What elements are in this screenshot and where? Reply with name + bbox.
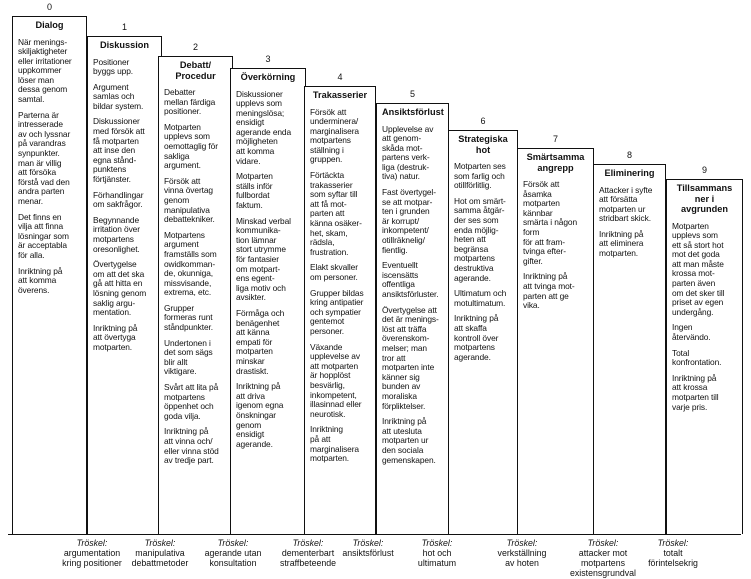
threshold-text: verkställning av hoten	[497, 548, 547, 568]
stage-number: 5	[409, 89, 415, 99]
stage-description: Parterna är intresserade av och lyssnar på varandras synpunkter. man är villig att försöka förstå vad den andra parten menar.	[18, 109, 71, 206]
threshold-heading: Tröskel:	[144, 538, 176, 548]
stage-number: 8	[626, 150, 632, 160]
stage-description: Ingen återvändo.	[672, 322, 711, 343]
stage-description: Motparten upplevs som ett så stort hot mot det goda att man måste krossa mot- parten även om det sker till priset av egen undergång.	[672, 220, 725, 317]
threshold-text: manipulativa debattmetoder	[131, 548, 189, 568]
stage-description: Grupper bildas kring antipatier och sympatier gentemot personer.	[310, 287, 364, 336]
stage-description: Inriktning på att krossa motparten till varje pris.	[672, 372, 719, 412]
stage-column	[230, 68, 306, 534]
stage-description: Inriktning på att tvinga mot- parten att ge vika.	[523, 271, 575, 311]
stage-number: 6	[480, 116, 486, 126]
stage-description: Motparten ställs inför fullbordat faktum.	[236, 171, 273, 211]
threshold-heading: Tröskel:	[76, 538, 108, 548]
stage-title: Ansiktsförlust	[382, 107, 444, 117]
stage-column	[517, 148, 594, 534]
stage-title: Trakasserier	[312, 90, 368, 100]
stage-title: Debatt/ Procedur	[175, 60, 216, 81]
threshold-heading: Tröskel:	[506, 538, 538, 548]
stage-description: Upplevelse av att genom- skåda mot- partens verk- liga (destruk- tiva) natur.	[382, 123, 434, 182]
stage-column	[87, 36, 162, 534]
stage-description: Förmåga och benägenhet att känna empati för motparten minskar drastiskt.	[236, 307, 285, 376]
stage-description: Elakt skvaller om personer.	[310, 262, 358, 282]
threshold-heading: Tröskel:	[217, 538, 249, 548]
stage-description: Motpartens argument framställs som owidkomman- de, okunniga, missvisande, extrema, etc.	[164, 229, 217, 298]
stage-description: Försök att underminera/ marginalisera motpartens ställning i gruppen.	[310, 106, 359, 165]
stage-description: Begynnande irritation över motpartens oresonlighet.	[93, 214, 140, 254]
stage-description: Inriktning på att eliminera motparten.	[599, 228, 644, 259]
stage-description: Fast övertygel- se att motpar- ten i grunden är korrupt/ inkompetent/ otillräknelig/ fientlig.	[382, 187, 436, 255]
stage-title: Smärtsamma angrepp	[526, 152, 585, 173]
threshold-label	[628, 538, 718, 568]
stage-description: Försök att vinna övertag genom manipulativa debattekniker.	[164, 175, 215, 225]
stage-description: Det finns en vilja att finna lösningar som är acceptabla för alla.	[18, 211, 69, 260]
threshold-text: totalt förintelsekrig	[648, 548, 698, 568]
stage-description: Diskussioner upplevs som meningslösa; ensidigt agerande enda möjligheten att komma vidare.	[236, 88, 292, 166]
stage-number: 9	[701, 165, 707, 175]
stage-column	[12, 16, 87, 534]
stage-description: Undertonen i det som sägs blir allt viktigare.	[164, 337, 213, 377]
stage-description: Eventuellt iscensätts offentliga ansiktsförluster.	[382, 260, 439, 299]
stage-number: 0	[46, 2, 52, 12]
stage-title: Strategiska hot	[458, 134, 508, 155]
threshold-text: ansiktsförlust	[342, 548, 394, 558]
threshold-heading: Tröskel:	[587, 538, 619, 548]
stage-description: Hot om smärt- samma åtgär- der ses som enda möjlig- heten att begränsa motpartens destruktiva agerande.	[454, 195, 506, 283]
stage-description: Växande upplevelse av att motparten är hopplöst besvärlig, inkompetent, illasinnad eller neurotisk.	[310, 341, 362, 419]
stage-description: Inriktning på att övertyga motparten.	[93, 322, 138, 352]
stage-column	[666, 179, 743, 534]
threshold-text: attacker mot motpartens existensgrundval	[569, 548, 636, 578]
stage-title: Diskussion	[99, 40, 149, 50]
stage-column	[158, 56, 233, 534]
stage-description: Svårt att lita på motpartens öppenhet och goda vilja.	[164, 382, 219, 421]
stage-description: När menings- skiljaktigheter eller irritationer uppkommer löser man dessa genom samtal.	[18, 36, 72, 105]
stage-description: Motparten ses som farlig och otillförlitlig.	[454, 161, 506, 191]
threshold-text: agerande utan konsultation	[204, 548, 262, 568]
stage-description: Positioner byggs upp.	[93, 56, 133, 77]
stage-description: Inriktning på att driva igenom egna önskningar genom ensidigt agerande.	[236, 381, 284, 449]
stage-description: Minskad verbal kommunika- tion lämnar stort utrymme för fantasier om motpart- ens egent- liga motiv och avsikter.	[236, 215, 291, 303]
stage-title: Dialog	[35, 20, 64, 30]
stage-title: Tillsammans ner i avgrunden	[676, 183, 733, 214]
stage-description: Motparten upplevs som oemottaglig för sakliga argument.	[164, 121, 218, 171]
threshold-text: dementerbart straffbeteende	[279, 548, 337, 568]
stage-description: Ultimatum och motultimatum.	[454, 288, 507, 308]
stage-column	[376, 103, 449, 534]
diagram-baseline	[8, 534, 741, 535]
stage-description: Inriktning på att marginalisera motparten.	[310, 424, 359, 464]
stage-description: Övertygelse att det är menings- löst att träffa överenskom- melser; man tror att motparten inte känner sig bunden av moraliska förpliktelser.	[382, 304, 439, 411]
stage-description: Inriktning på att vinna och/ eller vinna stöd av tredje part.	[164, 426, 219, 466]
stage-number: 2	[192, 42, 198, 52]
stage-description: Diskussioner med försök att få motparten att inse den egna stånd- punktens förtjänster.	[93, 116, 145, 185]
threshold-heading: Tröskel:	[352, 538, 384, 548]
stage-title: Eliminering	[604, 168, 655, 178]
threshold-heading: Tröskel:	[657, 538, 689, 548]
stage-column	[593, 164, 666, 534]
stage-column	[304, 86, 376, 534]
stage-column	[448, 130, 518, 534]
stage-description: Försök att åsamka motparten kännbar smärta i någon form för att fram- tvinga efter- gifter.	[523, 179, 577, 266]
threshold-label	[392, 538, 482, 568]
stage-description: Argument samlas och bildar system.	[93, 81, 144, 111]
threshold-text: hot och ultimatum	[417, 548, 457, 568]
threshold-heading: Tröskel:	[421, 538, 453, 548]
stage-description: Inriktning på att skaffa kontroll över motpartens agerande.	[454, 313, 499, 362]
threshold-text: argumentation kring positioner	[62, 548, 122, 568]
stage-description: Inriktning på att komma överens.	[18, 265, 63, 295]
stage-description: Grupper formeras runt ståndpunkter.	[164, 302, 213, 333]
stage-description: Förtäckta trakasserier som syftar till att få mot- parten att känna osäker- het, skam, rädsla, frustration.	[310, 170, 362, 257]
stage-description: Debatter mellan färdiga positioner.	[164, 87, 216, 117]
threshold-heading: Tröskel:	[292, 538, 324, 548]
stage-description: Total konfrontation.	[672, 347, 722, 368]
stage-description: Inriktning på att utesluta motparten ur den sociala gemenskapen.	[382, 416, 436, 465]
stage-number: 3	[265, 54, 271, 64]
stage-number: 4	[337, 72, 343, 82]
threshold-label	[477, 538, 567, 568]
stage-description: Övertygelse om att det ska gå att hitta en lösning genom saklig argu- mentation.	[93, 259, 147, 318]
stage-description: Attacker i syfte att försätta motparten ur stridbart skick.	[599, 184, 653, 224]
stage-title: Överkörning	[240, 72, 296, 82]
stage-description: Förhandlingar om sakfrågor.	[93, 189, 144, 210]
stage-number: 1	[121, 22, 127, 32]
stage-number: 7	[552, 134, 558, 144]
